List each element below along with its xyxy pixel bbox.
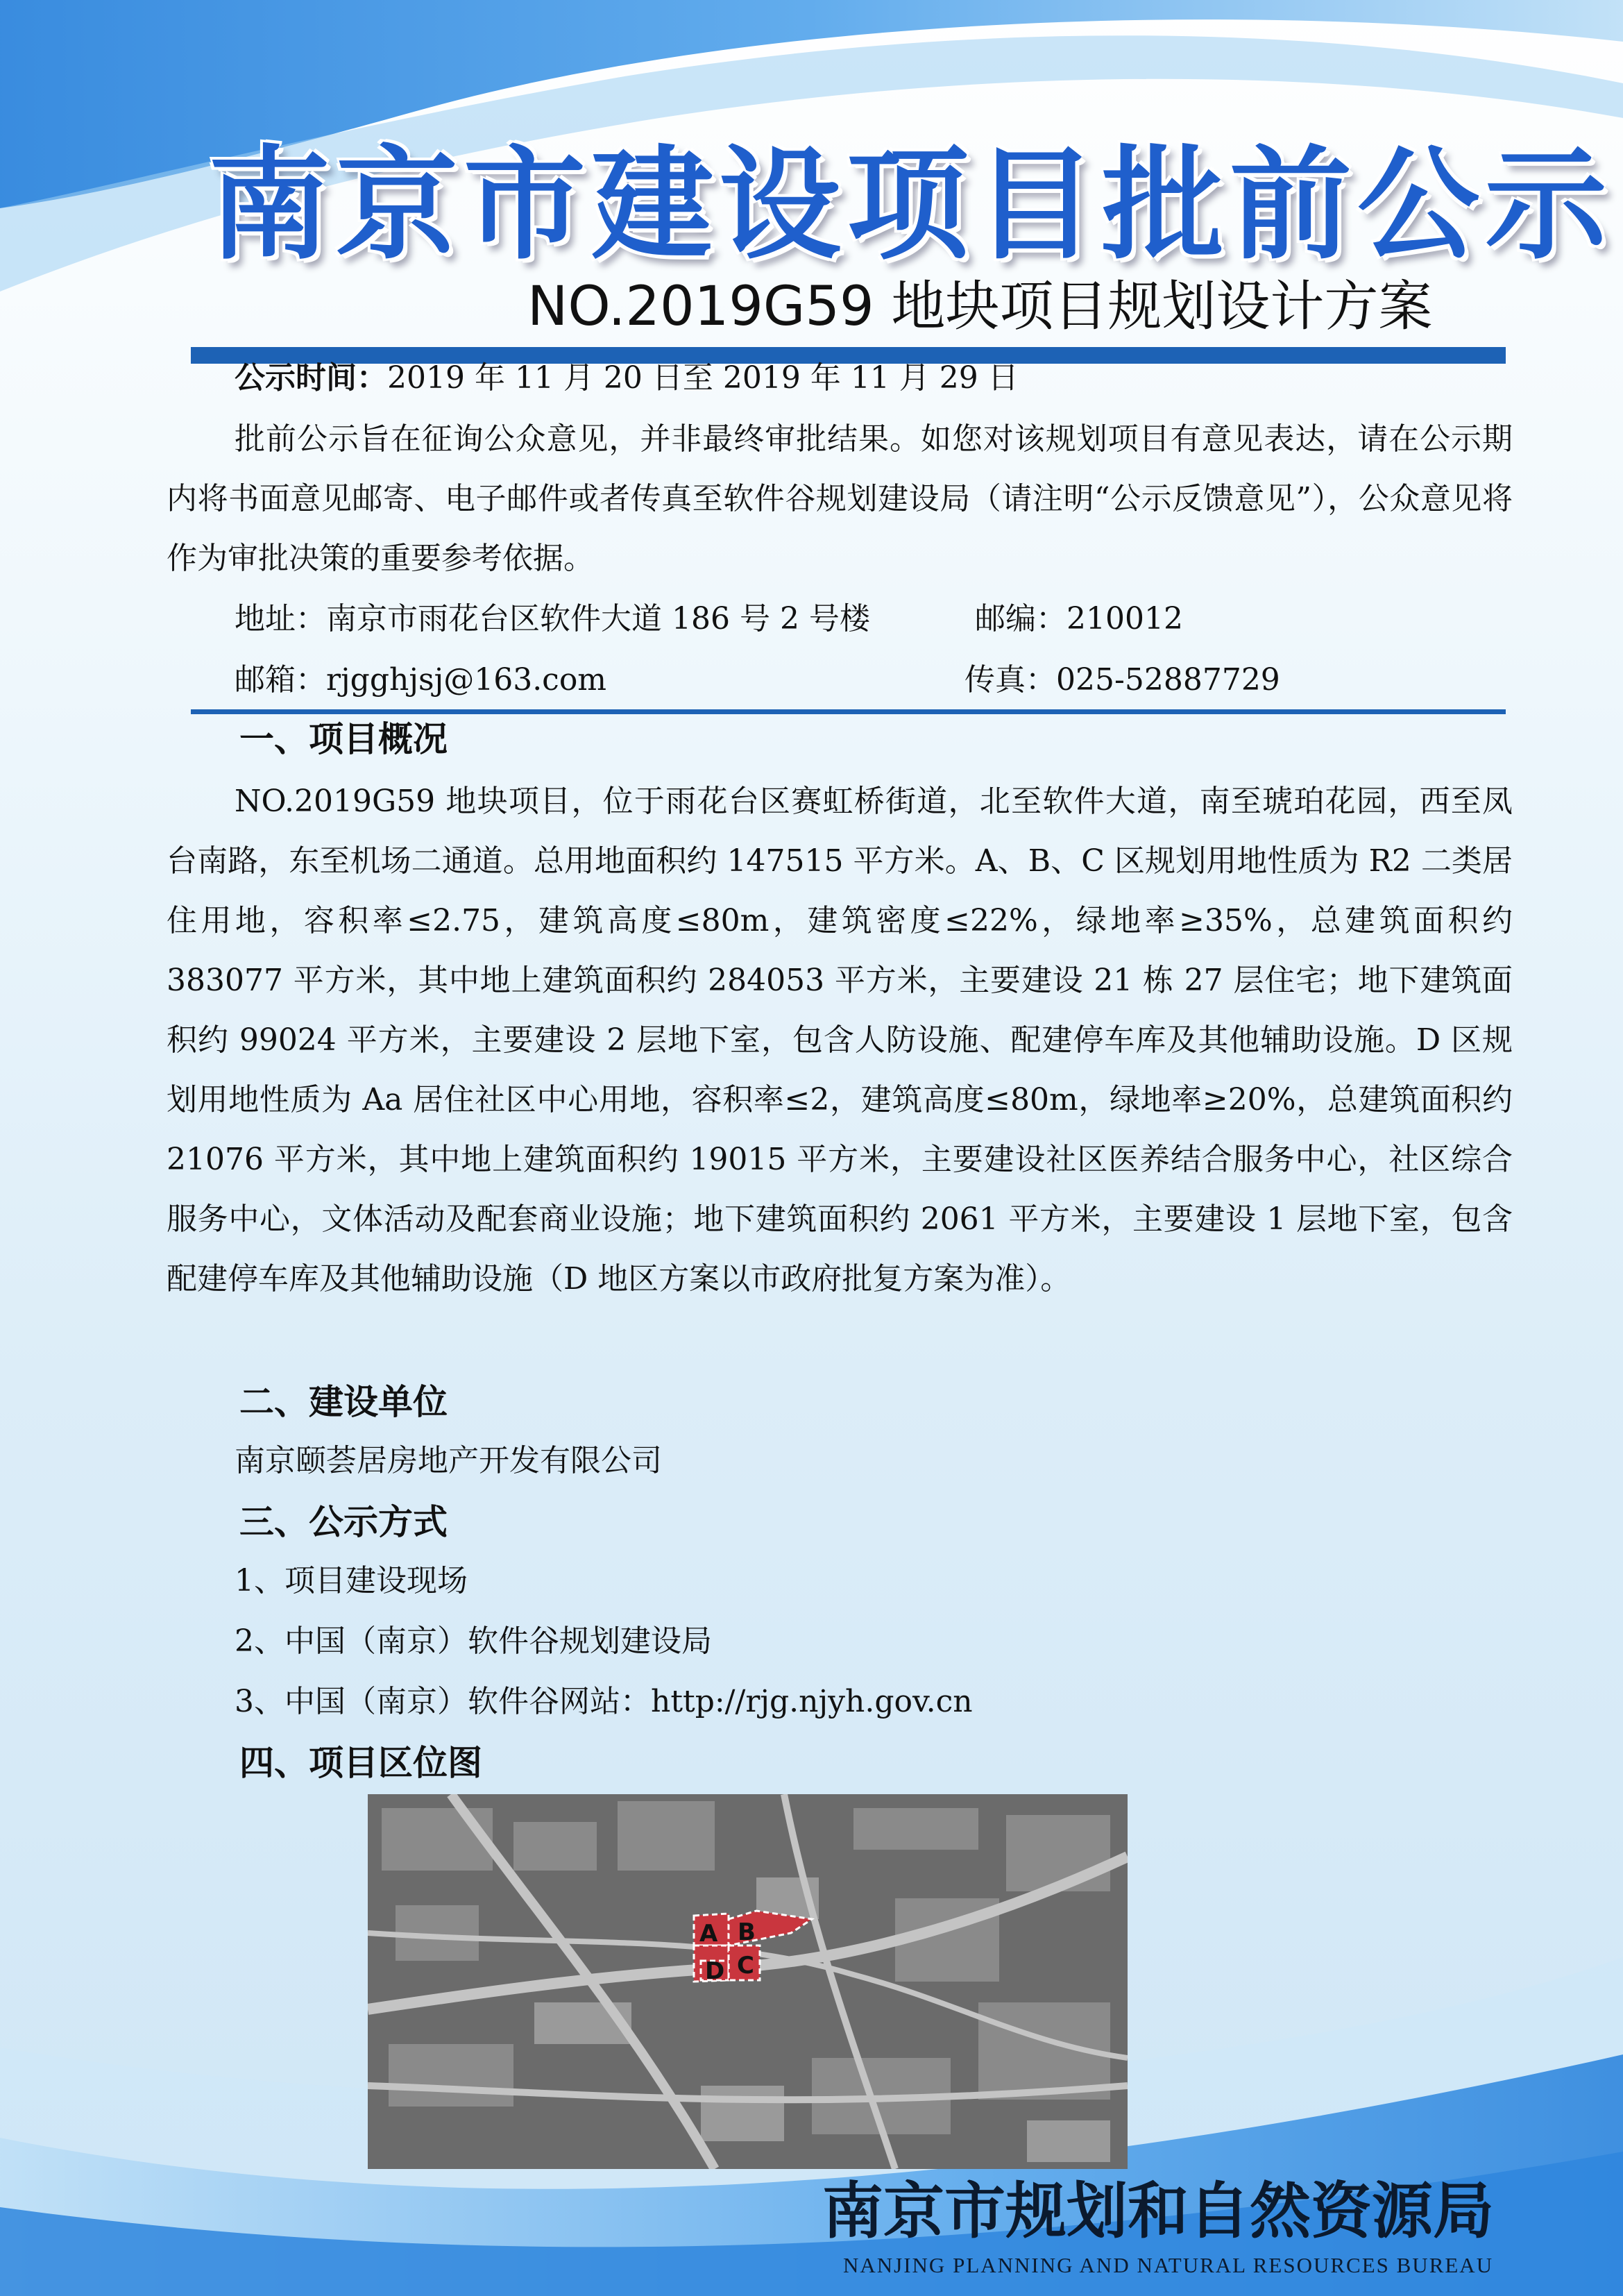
contact-address: 地址：南京市雨花台区软件大道 186 号 2 号楼 — [235, 601, 870, 636]
notice-main-title: 南京市建设项目批前公示 — [208, 133, 1613, 276]
plot-label-b: B — [738, 1918, 756, 1946]
section-body-developer: 南京颐荟居房地产开发有限公司 — [235, 1443, 662, 1478]
project-subtitle: NO.2019G59 地块项目规划设计方案 — [527, 276, 1433, 338]
section-heading-developer: 二、建设单位 — [239, 1382, 448, 1422]
issuing-bureau-name-en: NANJING PLANNING AND NATURAL RESOURCES BUREAU — [843, 2253, 1494, 2277]
publicity-method-item: 1、项目建设现场 — [235, 1563, 468, 1598]
notice-time-value: 2019 年 11 月 20 日至 2019 年 11 月 29 日 — [387, 360, 1019, 396]
notice-intro: 批前公示旨在征询公众意见，并非最终审批结果。如您对该规划项目有意见表达，请在公示期内将书面意见邮寄、电子邮件或者传真至软件谷规划建设局（请注明“公示反馈意见”），公众意见将作为审批决策的重要参考依据。 — [167, 421, 1513, 576]
publicity-method-item: 2、中国（南京）软件谷规划建设局 — [235, 1623, 712, 1659]
notice-time — [235, 357, 1019, 399]
plot-label-c: C — [737, 1952, 754, 1980]
section-heading-publicity-methods: 三、公示方式 — [239, 1502, 448, 1542]
contact-postcode: 邮编：210012 — [975, 601, 1183, 636]
issuing-bureau-name: 南京市规划和自然资源局 — [822, 2175, 1495, 2247]
contact-divider — [191, 709, 1506, 714]
notice-time-label: 公示时间： — [235, 360, 387, 396]
aerial-map-image — [368, 1794, 1128, 2169]
contact-fax: 传真：025-52887729 — [965, 662, 1280, 698]
section-body-overview: NO.2019G59 地块项目，位于雨花台区赛虹桥街道，北至软件大道，南至琥珀花园，西至凤台南路，东至机场二通道。总用地面积约 147515 平方米。A、B、C 区规划用地性质为 R2 二类居住用地，容积率≤2.75，建筑高度≤80m，建筑密度≤22%，绿地率≥35%，总建筑面积约 383077 平方米，其中地上建筑面积约 284053 平方米，主要建设 21 栋 27 层住宅；地下建筑面积约 99024 平方米，主要建设 2 层地下室，包含人防设施、配建停车库及其他辅助设施。D 区规划用地性质为 Aa 居住社区中心用地，容积率≤2，建筑高度≤80m，绿地率≥20%，总建筑面积约 21076 平方米，其中地上建筑面积约 19015 平方米，主要建设社区医养结合服务中心，社区综合服务中心，文体活动及配套商业设施；地下建筑面积约 2061 平方米，主要建设 1 层地下室，包含配建停车库及其他辅助设施（D 地区方案以市政府批复方案为准）。 — [167, 784, 1513, 1297]
section-heading-location-map: 四、项目区位图 — [239, 1743, 482, 1783]
publicity-method-item: 3、中国（南京）软件谷网站：http://rjg.njyh.gov.cn — [235, 1684, 973, 1719]
location-map — [368, 1794, 1128, 2169]
section-heading-overview: 一、项目概况 — [239, 719, 448, 759]
plot-label-a: A — [699, 1920, 718, 1948]
plot-label-d: D — [705, 1957, 725, 1985]
contact-email: 邮箱：rjgghjsj@163.com — [235, 662, 607, 698]
